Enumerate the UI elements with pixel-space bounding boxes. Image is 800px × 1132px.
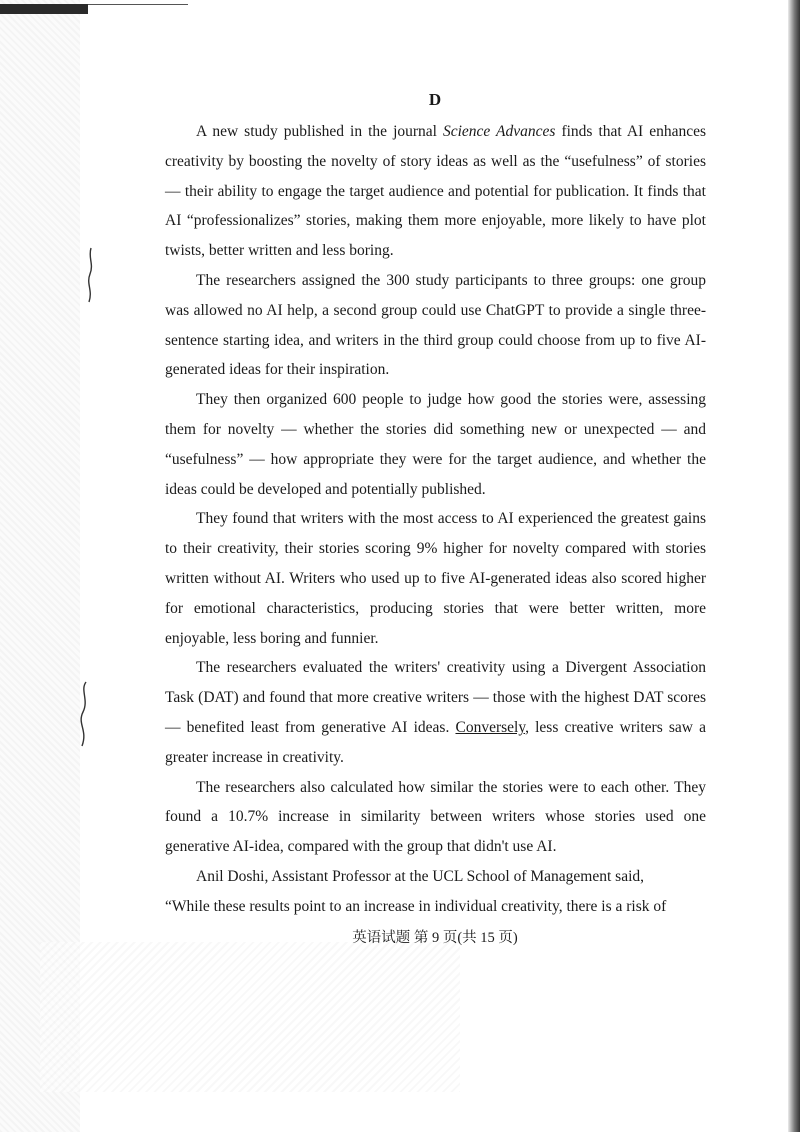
paragraph: The researchers assigned the 300 study participants to three groups: one group was allowed no AI help, a second group could use ChatGPT to provide a single three-sentence starting idea, and writers in the third group could choose from up to five AI-generated ideas for their inspiration. xyxy=(165,271,706,379)
scan-edge-top xyxy=(0,4,88,14)
scan-shadow-right xyxy=(788,0,800,1132)
scan-noise-bottom xyxy=(40,942,460,1092)
journal-title: Science Advances xyxy=(442,123,556,140)
paragraph: Anil Doshi, Assistant Professor at the UCL School of Management said, xyxy=(196,867,645,885)
section-heading: D xyxy=(428,90,442,109)
pencil-mark xyxy=(76,680,94,750)
paragraph: The researchers also calculated how similar the stories were to each other. They found a 10.7% increase in similarity between writers whose stories used one generative AI-idea, compared with the group that didn't use AI. xyxy=(165,778,706,856)
paragraph: They found that writers with the most access to AI experienced the greatest gains to their creativity, their stories scoring 9% higher for novelty compared with stories written without AI. Writers who used up to five AI-generated ideas also scored higher for emotional characteristics, producing stories that were better written, more enjoyable, less boring and funnier. xyxy=(165,510,706,647)
pencil-mark xyxy=(82,246,100,306)
paragraph: “While these results point to an increase in individual creativity, there is a risk of xyxy=(165,897,667,915)
passage-body xyxy=(165,117,706,922)
paragraph: A new study published in the journal Science Advances finds that AI enhances creativity by boosting the novelty of story ideas as well as the “usefulness” of stories — their ability to engage the target audience and potential for publication. It finds that AI “professionalizes” stories, making them more enjoyable, more likely to have plot twists, better written and less boring. xyxy=(165,123,707,260)
paragraph: The researchers evaluated the writers' creativity using a Divergent Association Task (DAT) and found that more creative writers — those with the highest DAT scores — benefited least from generative AI ideas. Conversely, less creative writers saw a greater increase in creativity. xyxy=(165,659,706,766)
paragraph: They then organized 600 people to judge how good the stories were, assessing them for novelty — whether the stories did something new or unexpected — and “usefulness” — how appropriate they were for the target audience, and whether the ideas could be developed and potentially published. xyxy=(165,391,706,498)
scan-line-top xyxy=(88,4,188,5)
page-footer: 英语试题 第 9 页(共 15 页) xyxy=(352,930,518,946)
underlined-word: Conversely xyxy=(455,718,526,736)
